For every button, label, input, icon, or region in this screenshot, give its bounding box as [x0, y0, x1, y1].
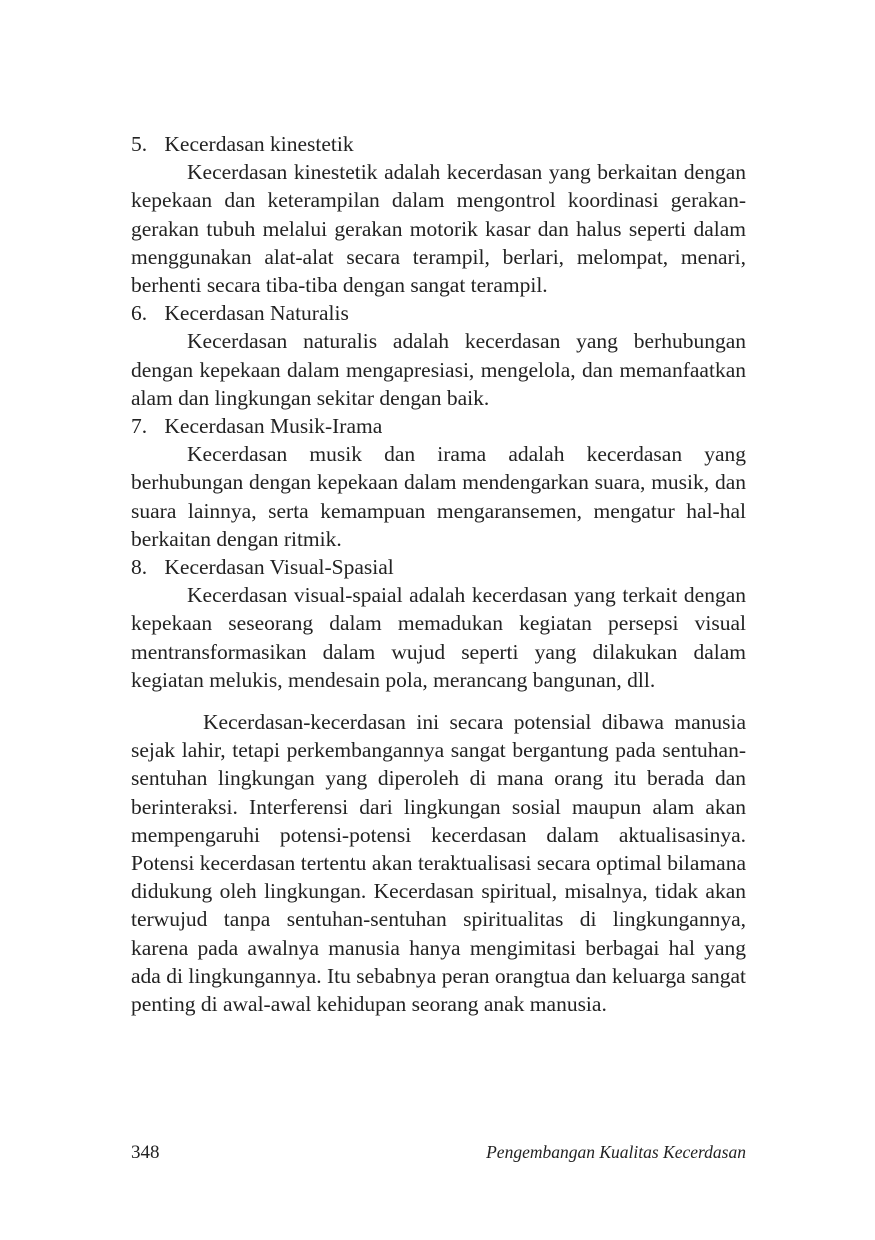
section-visual-spasial — [131, 553, 746, 694]
section-title: Kecerdasan Visual-Spasial — [164, 555, 394, 580]
page-content — [131, 130, 746, 1018]
section-heading — [131, 299, 746, 327]
section-number: 7. — [131, 414, 148, 439]
section-number: 6. — [131, 301, 148, 326]
section-heading — [131, 412, 746, 440]
section-musik-irama — [131, 412, 746, 553]
closing-paragraph: Kecerdasan-kecerdasan ini secara potensial dibawa manusia sejak lahir, tetapi perkembangannya sangat bergantung pada sentuhan-sentuhan lingkungan yang diperoleh di mana orang itu berada dan berinteraksi. Interferensi dari lingkungan sosial maupun alam akan mempengaruhi potensi-potensi kecerdasan dalam aktualisasinya. Potensi kecerdasan tertentu akan teraktualisasi secara optimal bilamana didukung oleh lingkungan. Kecerdasan spiritual, misalnya, tidak akan terwujud tanpa sentuhan-sentuhan spiritualitas di lingkungannya, karena pada awalnya manusia hanya mengimitasi berbagai hal yang ada di lingkungannya. Itu sebabnya peran orangtua dan keluarga sangat penting di awal-awal kehidupan seorang anak manusia. — [131, 710, 746, 1017]
section-body: Kecerdasan kinestetik adalah kecerdasan yang berkaitan dengan kepekaan dan keterampilan dalam mengontrol koordinasi gerakan-gerakan tubuh melalui gerakan motorik kasar dan halus seperti dalam menggunakan alat-alat secara terampil, berlari, melompat, menari, berhenti secara tiba-tiba dengan sangat terampil. — [131, 160, 746, 298]
section-kinestetik — [131, 130, 746, 299]
section-title: Kecerdasan Naturalis — [164, 301, 349, 326]
running-title: Pengembangan Kualitas Kecerdasan — [486, 1142, 746, 1162]
section-body: Kecerdasan naturalis adalah kecerdasan yang berhubungan dengan kepekaan dalam mengapresiasi, mengelola, dan memanfaatkan alam dan lingkungan sekitar dengan baik. — [131, 329, 746, 410]
page-number: 348 — [131, 1142, 160, 1163]
section-body: Kecerdasan musik dan irama adalah kecerdasan yang berhubungan dengan kepekaan dalam mendengarkan suara, musik, dan suara lainnya, serta kemampuan mengaransemen, mengatur hal-hal berkaitan dengan ritmik. — [131, 442, 746, 551]
page-footer — [131, 1142, 746, 1168]
section-title: Kecerdasan Musik-Irama — [164, 414, 383, 439]
section-heading — [131, 130, 746, 158]
section-heading — [131, 553, 746, 581]
section-body: Kecerdasan visual-spaial adalah kecerdasan yang terkait dengan kepekaan seseorang dalam memadukan kegiatan persepsi visual mentransformasikan dalam wujud seperti yang dilakukan dalam kegiatan melukis, mendesain pola, merancang bangunan, dll. — [131, 583, 746, 692]
section-number: 8. — [131, 555, 148, 580]
section-number: 5. — [131, 132, 148, 156]
section-naturalis — [131, 299, 746, 412]
section-title: Kecerdasan kinestetik — [164, 132, 354, 156]
